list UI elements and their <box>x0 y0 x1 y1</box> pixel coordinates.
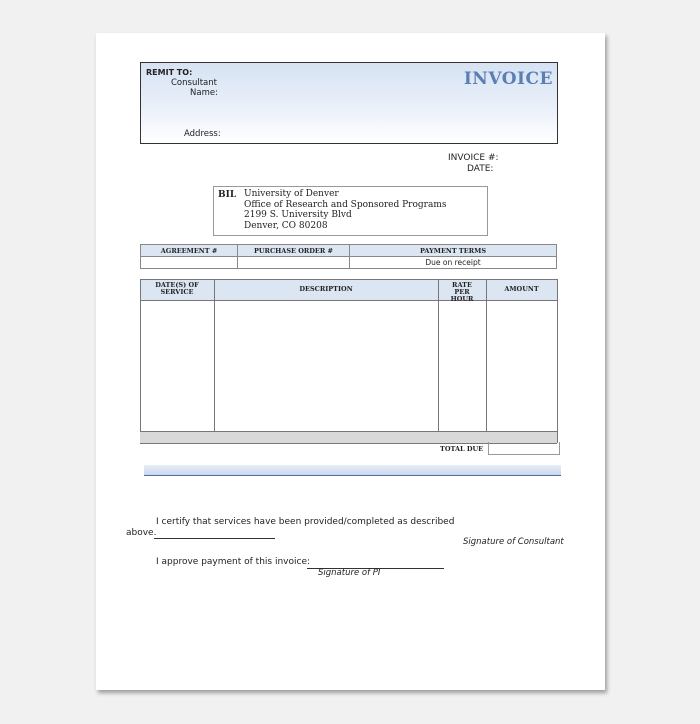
approve-text: I approve payment of this invoice: <box>156 557 311 567</box>
agreement-header-row <box>141 245 557 257</box>
total-due-label: TOTAL DUE <box>440 445 484 453</box>
description-header: DESCRIPTION <box>299 285 353 293</box>
consultant-signature-label: Signature of Consultant <box>463 537 564 547</box>
bill-line: Office of Research and Sponsored Programs <box>244 199 447 210</box>
consultant-signature-line[interactable] <box>154 538 275 539</box>
purchase-order-header: PURCHASE ORDER # <box>238 245 350 257</box>
rate-per-hour-header: RATE PER HOUR <box>450 281 474 303</box>
bill-to-address <box>244 189 446 231</box>
pi-signature-label: Signature of PI <box>318 568 381 578</box>
bill-line: Denver, CO 80208 <box>244 220 328 231</box>
agreement-number-header: AGREEMENT # <box>141 245 238 257</box>
name-label: Name: <box>190 88 218 98</box>
bill-to-label: BIL <box>218 190 237 200</box>
column-divider <box>438 279 439 443</box>
certify-text-above: above. <box>126 528 157 538</box>
date-label: DATE: <box>467 164 494 174</box>
date-of-service-header: DATE(S) OF SERVICE <box>155 281 199 296</box>
table-border <box>140 279 141 443</box>
certify-text: I certify that services have been provided/completed as described <box>156 517 455 527</box>
invoice-number-label: INVOICE #: <box>448 153 499 163</box>
agreement-number-cell[interactable] <box>141 257 238 269</box>
agreement-table <box>140 244 557 269</box>
invoice-title: INVOICE <box>463 69 553 89</box>
agreement-data-row <box>141 257 557 269</box>
bill-to-box <box>213 186 488 236</box>
purchase-order-cell[interactable] <box>238 257 350 269</box>
bill-line: 2199 S. University Blvd <box>244 210 352 220</box>
invoice-page <box>96 33 605 690</box>
payment-terms-header: PAYMENT TERMS <box>350 245 557 257</box>
divider-bar <box>144 465 561 476</box>
column-divider <box>214 279 215 443</box>
bill-line: University of Denver <box>244 189 339 199</box>
address-label: Address: <box>184 129 221 139</box>
total-due-field[interactable] <box>488 442 560 455</box>
payment-terms-cell: Due on receipt <box>350 257 557 269</box>
remit-to-box <box>140 62 558 144</box>
amount-header: AMOUNT <box>504 285 539 293</box>
table-border <box>557 279 558 443</box>
services-table <box>140 279 557 455</box>
consultant-label: Consultant <box>171 78 217 88</box>
remit-to-title: REMIT TO: <box>146 68 193 77</box>
column-divider <box>486 279 487 443</box>
